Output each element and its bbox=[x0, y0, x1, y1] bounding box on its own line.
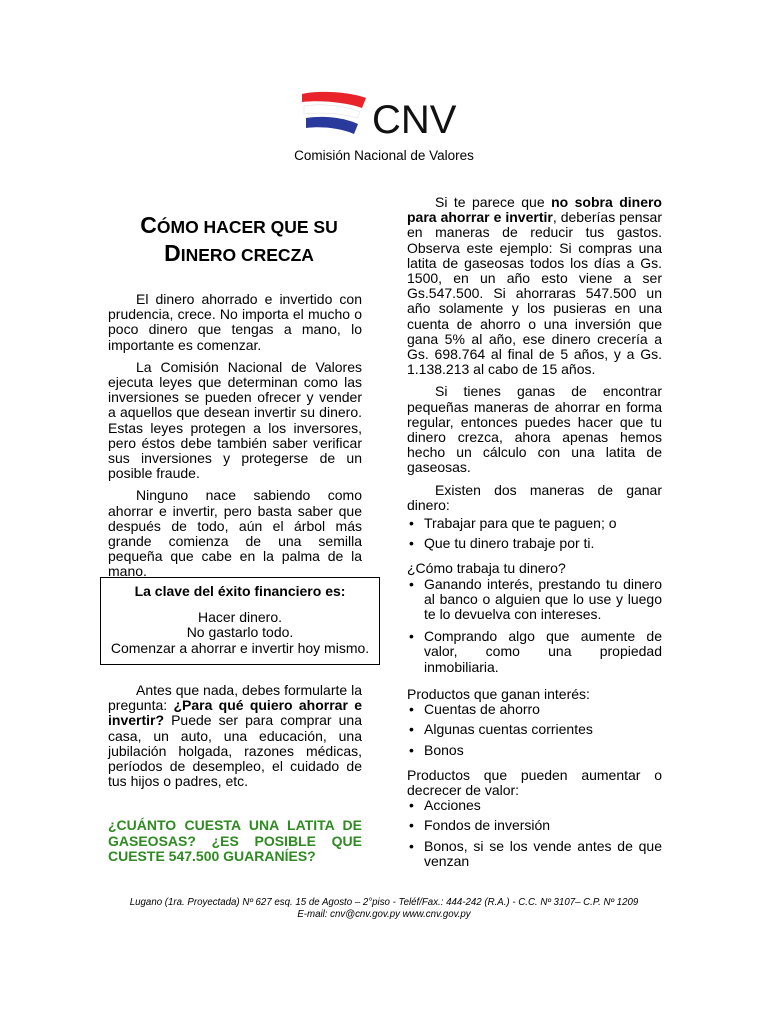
bullet-icon: • bbox=[409, 701, 414, 718]
key-to-success-box bbox=[100, 577, 380, 665]
green-question-heading: ¿CUÁNTO CUESTA UNA LATITA DE GASEOSAS? ¿ES POSIBLE QUE CUESTE 547.500 GUARANÍES? bbox=[108, 817, 362, 864]
list-item: • Cuentas de ahorro bbox=[409, 701, 540, 718]
subheading: Productos que ganan interés: bbox=[407, 685, 590, 702]
list-item: • Que tu dinero trabaje por ti. bbox=[409, 535, 595, 552]
bullet-icon: • bbox=[409, 797, 414, 814]
box-line: Hacer dinero. bbox=[197, 608, 283, 625]
paragraph: La Comisión Nacional de Valores ejecuta leyes que determinan como las inversiones se pueden ofrecer y vender a aquellos que desean invertir su dinero. Estas leyes protegen a los inversores, pero éstos debe también saber verificar sus inversiones y protegerse de un posible fraude. bbox=[108, 358, 362, 482]
cnv-logo bbox=[300, 88, 480, 138]
list-item: • Ganando interés, prestando tu dinero al banco o alguien que lo use y luego te lo devuelva con intereses. bbox=[409, 575, 662, 623]
bullet-icon: • bbox=[409, 817, 414, 834]
list-item: • Fondos de inversión bbox=[409, 817, 551, 834]
list-item: • Bonos, si se los vende antes de que venzan bbox=[409, 837, 662, 869]
bullet-icon: • bbox=[409, 741, 414, 758]
left-column-intro bbox=[108, 292, 362, 587]
bullet-icon: • bbox=[409, 535, 414, 552]
org-name: Comisión Nacional de Valores bbox=[294, 148, 474, 163]
bullet-icon: • bbox=[409, 837, 414, 854]
box-line: No gastarlo todo. bbox=[186, 624, 294, 640]
box-title: La clave del éxito financiero es: bbox=[134, 583, 346, 599]
subheading: ¿Cómo trabaja tu dinero? bbox=[407, 560, 566, 577]
bullet-icon: • bbox=[409, 575, 414, 592]
left-column-question-paragraph bbox=[108, 683, 362, 796]
interest-products-list bbox=[407, 702, 662, 758]
paragraph: Antes que nada, debes formularte la pregunta: ¿Para qué quiero ahorrar e invertir? Puede ser para comprar una casa, un auto, una educación, una jubilación holgada, razones médicas, períodos de desempleo, el cuidado de tus hijos o padres, etc. bbox=[108, 682, 362, 790]
paragraph: Ninguno nace sabiendo como ahorrar e invertir, pero basta saber que después de todo, aún el árbol más grande comienza de una semilla pequeña que cabe en la palma de la mano. bbox=[108, 487, 362, 580]
bullet-icon: • bbox=[409, 515, 414, 532]
paraguay-flag-swoosh-icon bbox=[300, 88, 480, 138]
right-column bbox=[407, 195, 662, 876]
list-item: • Acciones bbox=[409, 797, 481, 814]
ways-to-earn-list bbox=[407, 516, 662, 551]
paragraph: Existen dos maneras de ganar dinero: bbox=[407, 481, 662, 513]
list-item: • Trabajar para que te paguen; o bbox=[409, 515, 617, 532]
paragraph: Si te parece que no sobra dinero para ahorrar e invertir, deberías pensar en maneras de reducir tus gastos. Observa este ejemplo: Si compras una latita de gaseosas todos los días a Gs. 1500, en un año esto viene a ser Gs.547.500. Si ahorraras 547.500 un año solamente y los pusieras en una cuenta de ahorro o una inversión que gana 5% al año, ese dinero crecería a Gs. 698.764 al final de 5 años, y a Gs. 1.138.213 al cabo de 15 años. bbox=[407, 194, 662, 378]
bullet-icon: • bbox=[409, 628, 414, 645]
paragraph: El dinero ahorrado e invertido con prudencia, crece. No importa el mucho o poco dinero que tengas a mano, lo importante es comenzar. bbox=[108, 291, 362, 353]
how-money-works-list bbox=[407, 577, 662, 675]
bullet-icon: • bbox=[409, 721, 414, 738]
footer-address: Lugano (1ra. Proyectada) Nº 627 esq. 15 de Agosto – 2°piso - Teléf/Fax.: 444-242 (R.A.) - C.C. Nº 3107– C.P. Nº 1209 bbox=[129, 897, 639, 908]
list-item: • Bonos bbox=[409, 741, 464, 758]
value-products-list bbox=[407, 798, 662, 869]
svg-text:CNV: CNV bbox=[372, 98, 457, 138]
paragraph: Si tienes ganas de encontrar pequeñas maneras de ahorrar en forma regular, entonces puedes hacer que tu dinero crezca, ahora apenas hemos hecho un cálculo con una latita de gaseosas. bbox=[407, 383, 662, 476]
footer-contact: E-mail: cnv@cnv.gov.py www.cnv.gov.py bbox=[297, 908, 471, 920]
subheading: Productos que pueden aumentar o decrecer de valor: bbox=[407, 766, 662, 798]
list-item: • Comprando algo que aumente de valor, como una propiedad inmobiliaria. bbox=[409, 628, 662, 675]
list-item: • Algunas cuentas corrientes bbox=[409, 721, 593, 738]
page-title: CÓMO HACER QUE SU DINERO CRECZA bbox=[140, 212, 338, 266]
footer bbox=[0, 897, 768, 920]
box-line: Comenzar a ahorrar e invertir hoy mismo. bbox=[110, 639, 370, 656]
